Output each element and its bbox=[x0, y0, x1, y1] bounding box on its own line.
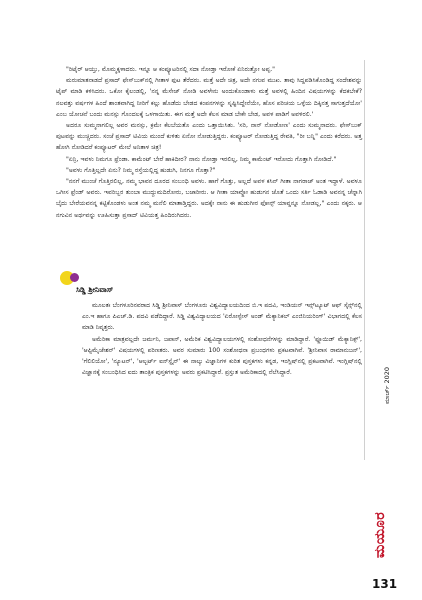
purple-dot-icon bbox=[70, 273, 79, 282]
bio-paragraph: ಮೂಲತಃ ಬೆಂಗಳೂರಿನವರಾದ ಸಿಡ್ಡಿ ಶ್ರೀನಿವಾಸ್ ಬೆಂಗಳೂರು ವಿಶ್ವವಿದ್ಯಾಲಯದಿಂದ ಬಿ.ಇ ಪದವಿ, ಇಂಡಿಯನ್ ಇನ್ಸ್‌ಟ್ಯೂಟ್ ಆಫ್ ಸೈನ್ಸ್‌ನಲ್ಲಿ ಎಂ.ಇ ಹಾಗೂ ಪಿಎಚ್.ಡಿ. ಪದವಿ ಪಡೆದಿದ್ದಾರೆ. ಸಿಡ್ಡಿ ವಿಶ್ವವಿದ್ಯಾಲಯದ 'ಏರೋಸ್ಪೇಸ್ ಅಂಡ್ ಮೆಕ್ಯಾನಿಕಲ್ ಎಂಜಿನಿಯರಿಂಗ್' ವಿಭಾಗದಲ್ಲಿ ಕೆಲಸ ಮಾಡಿ ನಿವೃತ್ತರು. bbox=[82, 302, 362, 332]
issue-date: ಮಾರ್ಚ್ 2020 bbox=[383, 367, 391, 404]
story-paragraph: ಮರುಮಾತನಾಡದೆ ಪ್ರಸಾದ್ ಫೇಸ್‌ಬುಕ್‌ನಲ್ಲಿ ಗೀತಾಳ ಫುಟ ತೆರೆದರು. ಮತ್ತೆ ಅದೇ ಚಿತ್ರ, ಅದೇ ನಗುವ ಮುಖ. ತಾವು ಸಿದ್ದಪಡಿಸಿಕೊಂಡಿದ್ದ ಸಂದೇಶವನ್ನು ಟೈಪ್ ಮಾಡಿ ಕಳಿಸಿದರು. ಒಕೋ ಕೈಲಂಡಲ್ಲಿ, 'ನನ್ನ ಮೆಸೇಜ್ ನೋಡಿ ಅವಳೇನು ಅಂದುಕೊಂಡಾಳು ಮತ್ತೆ ಅವಳಲ್ಲಿ ಹಿಂದಿನ ವಿಷಯಗಳನ್ನು ಕೆದಕಬೇಕೆ? ನಲವತ್ತು ವರ್ಷಗಳ ಹಿಂದೆ ಶಾಂತವಾಗಿದ್ದ ನೀರಿಗೆ ಕಲ್ಲು ಹೊಡೆದು ಬೇಡದ ಕಂಪನಗಳನ್ನು ಸೃಷ್ಟಿಸಿದ್ದೇನೆಯೇ, ಹೊಸ ಪರಿಚಯ ಒಳ್ಳೆಯ ದಿಕ್ಕಿನತ್ತ ಸಾಗುತ್ತದೆಯೋ' ಎಂಬ ಯೋಚನೆ ಬಂದು ಮನಸ್ಸು ಗೊಂದಲಕ್ಕೆ ಒಳಗಾಯಿತು. ಈಗ ಮತ್ತೆ ಅದೇ ಕೆಲಸ ಮಾಡ ಬೇಕೇ ಬೇಡ, ಅವಳ ಪಾಡಿಗೆ ಅವಳಿರಲಿ.' bbox=[56, 77, 362, 118]
author-name: ಸಿಡ್ಡಿ ಶ್ರೀನಿವಾಸ್ bbox=[76, 285, 114, 294]
story-paragraph: ಅದರೂ ಸುಮ್ಮನಾಗಲಿಲ್ಲ ಅವರ ಮನಸ್ಸು, ಕ್ರಮೇ ಕೆಲಬೆಯತೊ ಎಂದು ಒತ್ತಾಯಿಸಿತು. 'ಸರಿ, ನಾನ್ ನೋಡೋಣ' ಎಂದು ಸುಮ್ಮನಾದರು. ಫೇಸ್‌ಬುಕ್ ಪುಟವನ್ನು ಮುಚ್ಚಿದರು. ಸಂಜೆ ಪ್ರಸಾದ್ ಟಿವಿಯ ಮುಂದೆ ಕುಳಿತು ಏನೋ ನೋಡುತ್ತಿದ್ದರು. ಕಂಪ್ಯೂಟರ್ ನೋಡುತ್ತಿದ್ದ ರೇವತಿ, "ರೀ ಬನ್ನಿ" ಎಂದು ಕರೆದರು. ಅತ್ತ ಹೋಗಿ ನೋಡಿದರೆ ಕಂಪ್ಯೂಟರ್ ಮೇಲೆ ಅನಿತಾಳ ಚಿತ್ರ! bbox=[56, 122, 362, 152]
story-paragraph: "ರಿಟೈರ್ ಆಯ್ತು, ಮೊಮ್ಮಕ್ಕಳಾದರು. ಇನ್ನೂ ಆ ಕಂಪ್ಯೂಟರಿನಲ್ಲಿ ಸದಾ ನೋಡ್ತಾ ಇರೋಕೆ ಏನಿರುತ್ತೋ ಅಪ್ಪ." bbox=[66, 66, 276, 73]
page-number: 131 bbox=[372, 577, 398, 591]
story-paragraph: "ಏನ್ರಿ, ಇವಳು ನಿಮಗೂ ಫ್ರೆಂಡಾ. ಕಾಮೆಂಟ್ ಬೇರೆ ಹಾಕಿದೀರ? ನಾನು ನೋಡ್ತಾ ಇರಲಿಲ್ಲ, ನಿಮ್ಮ ಕಾಮೆಂಟ್ ಇರೋದು ಗೊತ್ತಾಗಿ ನೋಡಿದೆ." bbox=[66, 155, 337, 163]
column-rule bbox=[364, 60, 365, 460]
bio-paragraph: ಅಮೆರಿಕಾ ಮಾತ್ರವಲ್ಲದೇ ಜರ್ಮನಿ, ಜಪಾನ್, ಅಮೆರಿಕ ವಿಶ್ವವಿದ್ಯಾಲಯಗಳಲ್ಲಿ ಸಂಶೋಧನೆಗಳನ್ನು ಮಾಡಿದ್ದಾರೆ. 'ಫ್ಲೂಯಿಡ್ ಮೆಕ್ಯಾನಿಕ್ಸ್', 'ಆಪ್ಟಿಮೈಜೇಶನ್' ವಿಷಯಗಳಲ್ಲಿ ಪರಿಣತರು. ಅವರ ಸುಮಾರು 100 ಸಂಶೋಧನಾ ಪ್ರಬಂಧಗಳು ಪ್ರಕಟವಾಗಿವೆ. 'ಶ್ರೀನಿವಾಸ ರಾಮಾನುಜನ್', 'ಗೆಲಿಲಿಯೋ', 'ನ್ಯೂಟನ್', 'ಆಲ್ಬರ್ಟ್ ಐನ್‌ಸ್ಟೈನ್' ಈ ನಾಲ್ಕು ವಿಜ್ಞಾನಿಗಳ ಕುರಿತ ಪುಸ್ತಕಗಳು ಕನ್ನಡ, ಇಂಗ್ಲಿಷ್‌ನಲ್ಲಿ ಪ್ರಕಟವಾಗಿವೆ. ಇಂಗ್ಲಿಷ್‌ನಲ್ಲಿ ವಿಜ್ಞಾನಕ್ಕೆ ಸಂಬಂಧಿಸಿದ ಐದು ತಾಂತ್ರಿಕ ಪುಸ್ತಕಗಳನ್ನು ಅವರು ಪ್ರಕಟಿಸಿದ್ದಾರೆ. ಪ್ರಸ್ತುತ ಅಮೆರಿಕಾದಲ್ಲಿ ನೆಲೆಸಿದ್ದಾರೆ. bbox=[82, 335, 362, 377]
author-bio bbox=[82, 300, 362, 378]
story-paragraph: "ಅವಳು ಗೊತ್ತಿಲ್ಲದೇ ಏನು? ನಿಮ್ಮ ರಸ್ತೆಯಲ್ಲಿದ್ದ ಹುಡುಗಿ, ನಿನಗೂ ಗೊತ್ತಾ?" bbox=[66, 166, 216, 174]
story-paragraph: "ನನಗೆ ಮುಂಚೆ ಗೊತ್ತಿರಲಿಲ್ಲ, ನಮ್ಮ ಭಾವನ ದೂರದ ಸಂಬಂಧಿ ಅವಳು. ಹಾಗೆ ಗೊತ್ತು, ಅಲ್ಲದೆ ಅವಳ ಕಸಿನ್ ಗೀತಾ ನಾಗರಾಜ್ ಅಂತ ಇದ್ದಾಳೆ. ಅವಳೂ ಒಗೀಸ ಫ್ರೆಂಡ್ ಅವರು. ಇವರಿಬ್ಬರ ತುಂಬಾ ಮುದ್ದುಮದಿರೋರು, ಬಜಾರೀರು. ಆ ಗೀತಾ ಯಾವ್ದೋ ಹುಡುಗನ ಜೊತೆ ಒಂದು ಸರ್ತಿ ಓಡಾಡಿ ಅವನನ್ನ ಚೆನ್ನಾಗಿ ಬೈದು ಬೇರೆಯವನನ್ನ ಕಟ್ಟಿಕೊಂಡಳು ಅಂತ ನಮ್ಮ ಮನೆಲಿ ಮಾತಾಡ್ತಿದ್ದರು. ಅದಕ್ಕೇ ನಾನು ಈ ಹುಡುಗೀರ ಫೋನ್ಸ್ ಯಾವ್ದನ್ನೂ ನೋಡಲ್ಲ," ಎಂದು ನಕ್ಕರು. ಆ ನಗುವಿನ ಅರ್ಥವನ್ನು ಊಹಿಸುತ್ತಾ ಪ್ರಸಾದ್ ಟಿವಿಯತ್ತ ಹಿಂದಿರುಗಿದರು. bbox=[56, 178, 362, 219]
story-text bbox=[56, 64, 362, 221]
magazine-masthead: ಮಯೂರ bbox=[372, 511, 388, 558]
